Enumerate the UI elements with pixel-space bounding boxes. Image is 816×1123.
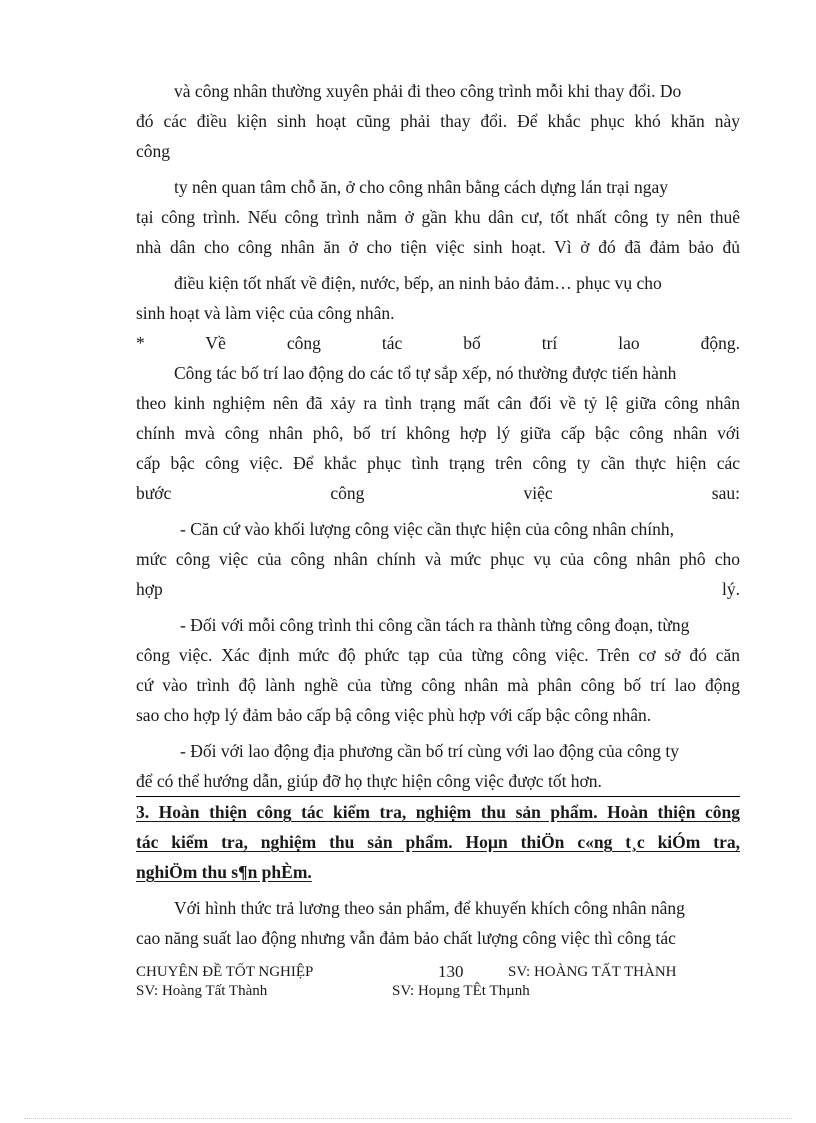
p5-line-3: chính mvà công nhân phô, bố trí không hợp lý giữa cấp bậc công nhân với bbox=[136, 423, 740, 443]
p1-line-2: đó các điều kiện sinh hoạt cũng phải thay đổi. Để khắc phục khó khăn này bbox=[136, 111, 740, 131]
section-heading-line-2: tác kiểm tra, nghiệm thu sản phẩm. Hoµn thiÖn c«ng t¸c kiÓm tra, bbox=[136, 832, 740, 852]
p5-line-4: cấp bậc công việc. Để khắc phục tình trạng trên công ty cần thực hiện các bbox=[136, 453, 740, 473]
p9-line-2: cao năng suất lao động nhưng vẫn đảm bảo chất lượng công việc thì công tác bbox=[136, 928, 676, 948]
body-text bbox=[136, 76, 740, 953]
section-heading-line-1: 3. Hoàn thiện công tác kiểm tra, nghiệm thu sản phẩm. Hoàn thiện công bbox=[136, 802, 740, 822]
p7-line-2: công việc. Xác định mức độ phức tạp của từng công việc. Trên cơ sở đó căn bbox=[136, 645, 740, 665]
p3-line-1: điều kiện tốt nhất về điện, nước, bếp, an ninh bảo đảm… phục vụ cho bbox=[174, 273, 662, 293]
p5-line-5: bước công việc sau: bbox=[136, 483, 740, 503]
page-bottom-divider bbox=[24, 1118, 792, 1119]
p6-line-1: - Căn cứ vào khối lượng công việc cần thực hiện của công nhân chính, bbox=[180, 519, 675, 539]
p7-line-3: cứ vào trình độ lành nghề của từng công nhân mà phân công bố trí lao động bbox=[136, 675, 740, 695]
section-heading-line-3: nghiÖm thu s¶n phÈm. bbox=[136, 862, 312, 882]
p7-line-1: - Đối với mỗi công trình thi công cần tách ra thành từng công đoạn, từng bbox=[180, 615, 690, 635]
p2-line-1: ty nên quan tâm chỗ ăn, ở cho công nhân bằng cách dựng lán trại ngay bbox=[174, 177, 668, 197]
p8-line-1: - Đối với lao động địa phương cần bố trí cùng với lao động của công ty bbox=[180, 741, 679, 761]
footer-author: SV: Hoàng Tất Thành bbox=[136, 983, 268, 999]
footer-author-upper: SV: HOÀNG TẤT THÀNH bbox=[508, 964, 677, 980]
p5-line-2: theo kinh nghiệm nên đã xảy ra tình trạng mất cân đối về tỷ lệ giữa công nhân bbox=[136, 393, 740, 413]
footer-row-bottom bbox=[136, 982, 740, 1001]
p5-line-1: Công tác bố trí lao động do các tổ tự sắp xếp, nó thường được tiến hành bbox=[174, 363, 677, 383]
footer-title: CHUYÊN ĐỀ TỐT NGHIỆP bbox=[136, 964, 314, 980]
p9-line-1: Với hình thức trả lương theo sản phẩm, để khuyến khích công nhân nâng bbox=[174, 898, 685, 918]
p6-line-2: mức công việc của công nhân chính và mức phục vụ của công nhân phô cho bbox=[136, 549, 740, 569]
p7-line-4: sao cho hợp lý đảm bảo cấp bậ công việc phù hợp với cấp bậc công nhân. bbox=[136, 705, 652, 725]
p6-line-3: hợp lý. bbox=[136, 579, 740, 599]
p8-line-2: để có thể hướng dẫn, giúp đỡ họ thực hiện công việc được tốt hơn. bbox=[136, 771, 602, 791]
page-footer bbox=[136, 963, 740, 1001]
p3-line-2: sinh hoạt và làm việc của công nhân. bbox=[136, 303, 395, 323]
p1-line-3: công bbox=[136, 141, 171, 161]
p1-line-1: và công nhân thường xuyên phải đi theo công trình mỗi khi thay đổi. Do bbox=[174, 81, 682, 101]
p4-line-1: * Về công tác bố trí lao động. bbox=[136, 333, 740, 353]
footer-row-top bbox=[136, 963, 740, 982]
page-number: 130 bbox=[438, 962, 464, 981]
p2-line-2: tại công trình. Nếu công trình nằm ở gần khu dân cư, tốt nhất công ty nên thuê bbox=[136, 207, 740, 227]
footer-author-garbled: SV: Hoµng TÊt Thµnh bbox=[392, 983, 530, 999]
p2-line-3: nhà dân cho công nhân ăn ở cho tiện việc sinh hoạt. Vì ở đó đã đảm bảo đủ bbox=[136, 237, 740, 257]
